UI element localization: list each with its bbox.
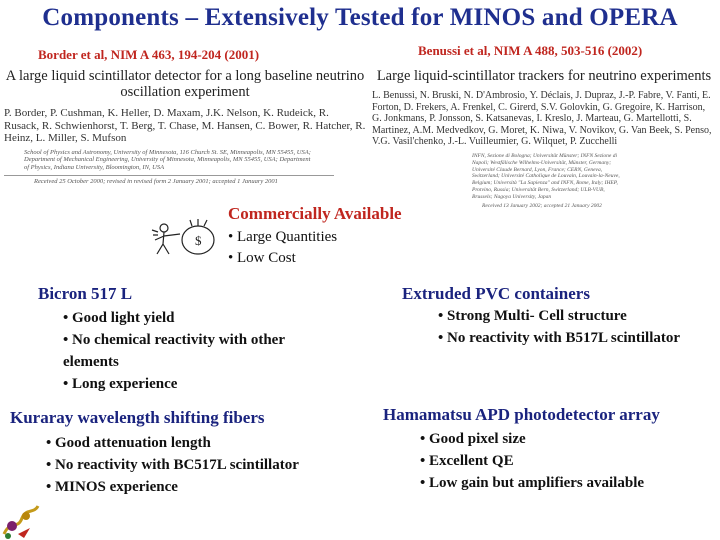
left-paper-excerpt (4, 68, 366, 186)
left-paper-title: A large liquid scintillator detector for a long baseline neutrino oscillation experiment (5, 68, 365, 100)
right-paper-title: Large liquid-scintillator trackers for neutrino experiments (376, 68, 712, 84)
list-item: • Low gain but amplifiers available (420, 475, 645, 491)
hamamatsu-heading: Hamamatsu APD photodetector array (383, 405, 660, 424)
left-paper-authors: P. Border, P. Cushman, K. Heller, D. Maxam, J.K. Nelson, K. Rudeick, R. Rusack, R. Schwienhorst, T. Berg, T. Chase, M. Hansen, C. Bower, R. Hatcher, R. Heinz, L. Miller, S. Mufson (4, 107, 366, 144)
pvc-heading: Extruded PVC containers (402, 284, 590, 303)
bicron-heading: Bicron 517 L (38, 284, 133, 303)
left-paper-received: Received 25 October 2000; revised in revised form 2 January 2001; accepted 1 January 2001 (4, 175, 334, 186)
left-paper-ref: Border et al, NIM A 463, 194-204 (2001) (38, 47, 260, 62)
list-item: • Good light yield (63, 310, 175, 326)
cartoon-dollar-label: $ (195, 233, 202, 248)
right-paper-authors: L. Benussi, N. Bruski, N. D'Ambrosio, Y. Déclais, J. Dupraz, J.-P. Fabre, V. Fanti, E. Forton, D. Frekers, A. Frenkel, C. Girerd, S.V. Golovkin, G. Gregoire, K. Harrison, G. Jonkmans, P. Jonsson, S. Katsanevas, I. Kreslo, J. Marteau, G. Martellotti, S. Martinez, A.M. Medvedkov, G. Moret, K. Niwa, V. Novikov, G. Van Beek, S. Penso, V.G. Vasil'chenko, J.-L. Vuilleumier, G. Wilquet, P. Zucchelli (372, 90, 712, 148)
right-paper-ref: Benussi et al, NIM A 488, 503-516 (2002) (418, 43, 643, 58)
list-item: • Good attenuation length (46, 435, 211, 451)
list-item: • No reactivity with B517L scintillator (438, 330, 681, 346)
slide-title: Components – Extensively Tested for MINOS and OPERA (42, 4, 678, 31)
list-item: • Strong Multi- Cell structure (438, 308, 627, 324)
pvc-bullets (438, 305, 698, 349)
list-item: • Excellent QE (420, 453, 514, 469)
left-paper-affiliations: School of Physics and Astronomy, University of Minnesota, 116 Church St. SE, Minneapolis, MN 55455, USA; Department of Mechanical Engineering, University of Minnesota, Minneapolis, MN 55455, USA; Department of Physics, Indiana University, Bloomington, IN, USA (24, 148, 311, 171)
list-item: • No chemical reactivity with other elements (63, 332, 285, 370)
kuraray-heading: Kuraray wavelength shifting fibers (10, 408, 265, 427)
list-item: • Low Cost (228, 250, 296, 266)
commercial-heading: Commercially Available (228, 204, 402, 223)
list-item: • Long experience (63, 376, 178, 392)
list-item: • MINOS experience (46, 479, 178, 495)
list-item: • Good pixel size (420, 431, 526, 447)
list-item: • Large Quantities (228, 229, 338, 245)
kuraray-bullets (46, 432, 376, 498)
right-paper-affiliations: INFN, Sezione di Bologna; Universität Münster; INFN Sezione di Napoli; Westfälische Wilhelms-Universität, Münster, Germany; Université Claude Bernard, Lyon, France; CERN, Geneva, Switzerland; Université Catholique de Louvain, Louvain-la-Neuve, Belgium; Università "La Sapienza" and INFN, Rome, Italy; IHEP, Protvino, Russia; Universität Bern, Switzerland; ULB-VUB, Brussels; Nagoya University, Japan (472, 152, 620, 200)
list-item: • No reactivity with BC517L scintillator (46, 457, 299, 473)
bicron-bullets (63, 307, 293, 395)
hamamatsu-bullets (420, 428, 715, 494)
right-paper-received: Received 13 January 2002; accepted 21 January 2002 (482, 202, 602, 209)
commercial-bullets (228, 227, 337, 269)
corner-logo-icon (0, 500, 42, 540)
money-bag-cartoon-icon (150, 208, 225, 263)
right-paper-excerpt (372, 68, 716, 210)
